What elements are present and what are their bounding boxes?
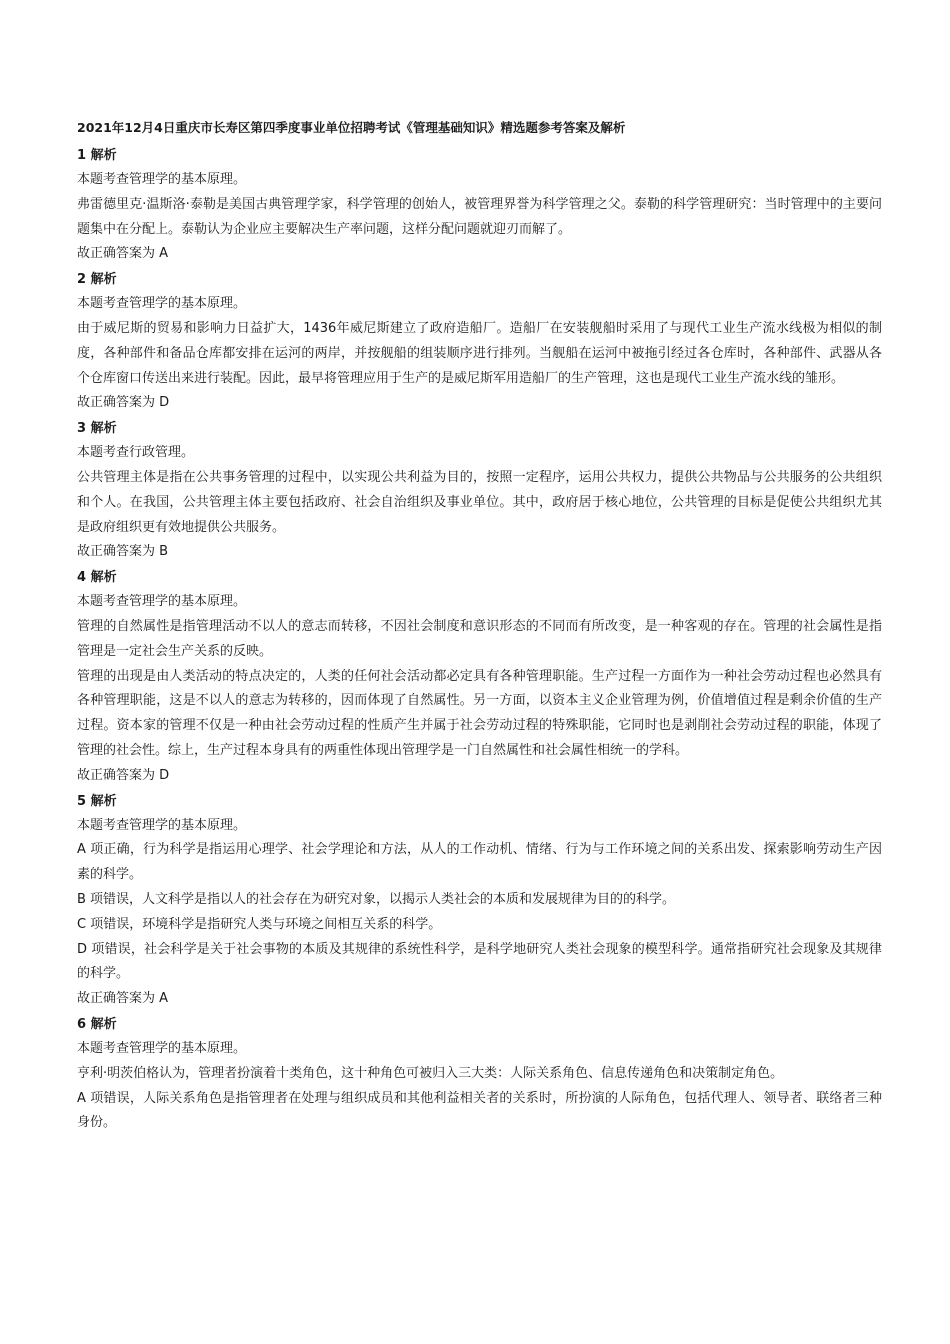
paragraph: 弗雷德里克·温斯洛·泰勒是美国古典管理学家，科学管理的创始人，被管理界誉为科学管理之父。泰勒的科学管理研究：当时管理中的主要问题集中在分配上。泰勒认为企业应主要解决生产率问题，这样分配问题就迎刃而解了。 [77,196,882,237]
section-heading: 6 解析 [77,1016,117,1032]
paragraph: 本题考查管理学的基本原理。 [77,296,247,312]
answer-line: 故正确答案为 A [77,991,169,1007]
paragraph: C 项错误，环境科学是指研究人类与环境之间相互关系的科学。 [77,916,442,932]
document-title: 2021年12月4日重庆市长寿区第四季度事业单位招聘考试《管理基础知识》精选题参考答案及解析 [77,120,626,135]
answer-line: 故正确答案为 B [77,544,169,560]
section-heading: 1 解析 [77,148,117,163]
section-heading: 5 解析 [77,793,117,809]
answer-section-5 [77,789,882,1012]
paragraph: 由于威尼斯的贸易和影响力日益扩大，1436年威尼斯建立了政府造船厂。造船厂在安装舰船时采用了与现代工业生产流水线极为相似的制度，各种部件和备品仓库都安排在运河的两岸，并按舰船的组装顺序进行排列。当舰船在运河中被拖引经过各仓库时，各种部件、武器从各个仓库窗口传送出来进行装配。因此，最早将管理应用于生产的是威尼斯军用造船厂的生产管理，这也是现代工业生产流水线的雏形。 [77,320,882,386]
answer-section-4 [77,565,882,788]
paragraph: A 项正确，行为科学是指运用心理学、社会学理论和方法，从人的工作动机、情绪、行为与工作环境之间的关系出发、探索影响劳动生产因素的科学。 [77,842,882,883]
document-page [77,118,882,1136]
answer-line: 故正确答案为 A [77,246,169,262]
answer-line: 故正确答案为 D [77,767,170,783]
answer-section-1 [77,143,882,267]
paragraph: D 项错误，社会科学是关于社会事物的本质及其规律的系统性科学，是科学地研究人类社会现象的模型科学。通常指研究社会现象及其规律的科学。 [77,941,882,982]
section-heading: 4 解析 [77,570,117,586]
answer-section-2 [77,267,882,416]
paragraph: B 项错误，人文科学是指以人的社会存在为研究对象，以揭示人类社会的本质和发展规律为目的的科学。 [77,891,676,907]
paragraph: 本题考查管理学的基本原理。 [77,594,247,610]
answer-line: 故正确答案为 D [77,395,170,411]
paragraph: 公共管理主体是指在公共事务管理的过程中，以实现公共利益为目的，按照一定程序，运用公共权力，提供公共物品与公共服务的公共组织和个人。在我国，公共管理主体主要包括政府、社会自治组织及事业单位。其中，政府居于核心地位，公共管理的目标是促使公共组织尤其是政府组织更有效地提供公共服务。 [77,469,882,535]
paragraph: 管理的出现是由人类活动的特点决定的，人类的任何社会活动都必定具有各种管理职能。生产过程一方面作为一种社会劳动过程也必然具有各种管理职能，这是不以人的意志为转移的，因而体现了自然属性。另一方面，以资本主义企业管理为例，价值增值过程是剩余价值的生产过程。资本家的管理不仅是一种由社会劳动过程的性质产生并属于社会劳动过程的特殊职能，它同时也是剥削社会劳动过程的职能，体现了管理的社会性。综上，生产过程本身具有的两重性体现出管理学是一门自然属性和社会属性相统一的学科。 [77,668,882,758]
paragraph: 本题考查管理学的基本原理。 [77,1040,247,1056]
paragraph: 本题考查行政管理。 [77,445,195,461]
answer-section-3 [77,416,882,565]
paragraph: 管理的自然属性是指管理活动不以人的意志而转移，不因社会制度和意识形态的不同而有所改变，是一种客观的存在。管理的社会属性是指管理是一定社会生产关系的反映。 [77,618,882,659]
paragraph: 本题考查管理学的基本原理。 [77,172,247,187]
paragraph: A 项错误，人际关系角色是指管理者在处理与组织成员和其他利益相关者的关系时，所扮演的人际角色，包括代理人、领导者、联络者三种身份。 [77,1090,882,1131]
paragraph: 亨利·明茨伯格认为，管理者扮演着十类角色，这十种角色可被归入三大类：人际关系角色、信息传递角色和决策制定角色。 [77,1065,784,1081]
section-heading: 3 解析 [77,421,117,437]
section-heading: 2 解析 [77,272,117,288]
answer-section-6 [77,1012,882,1136]
paragraph: 本题考查管理学的基本原理。 [77,817,247,833]
